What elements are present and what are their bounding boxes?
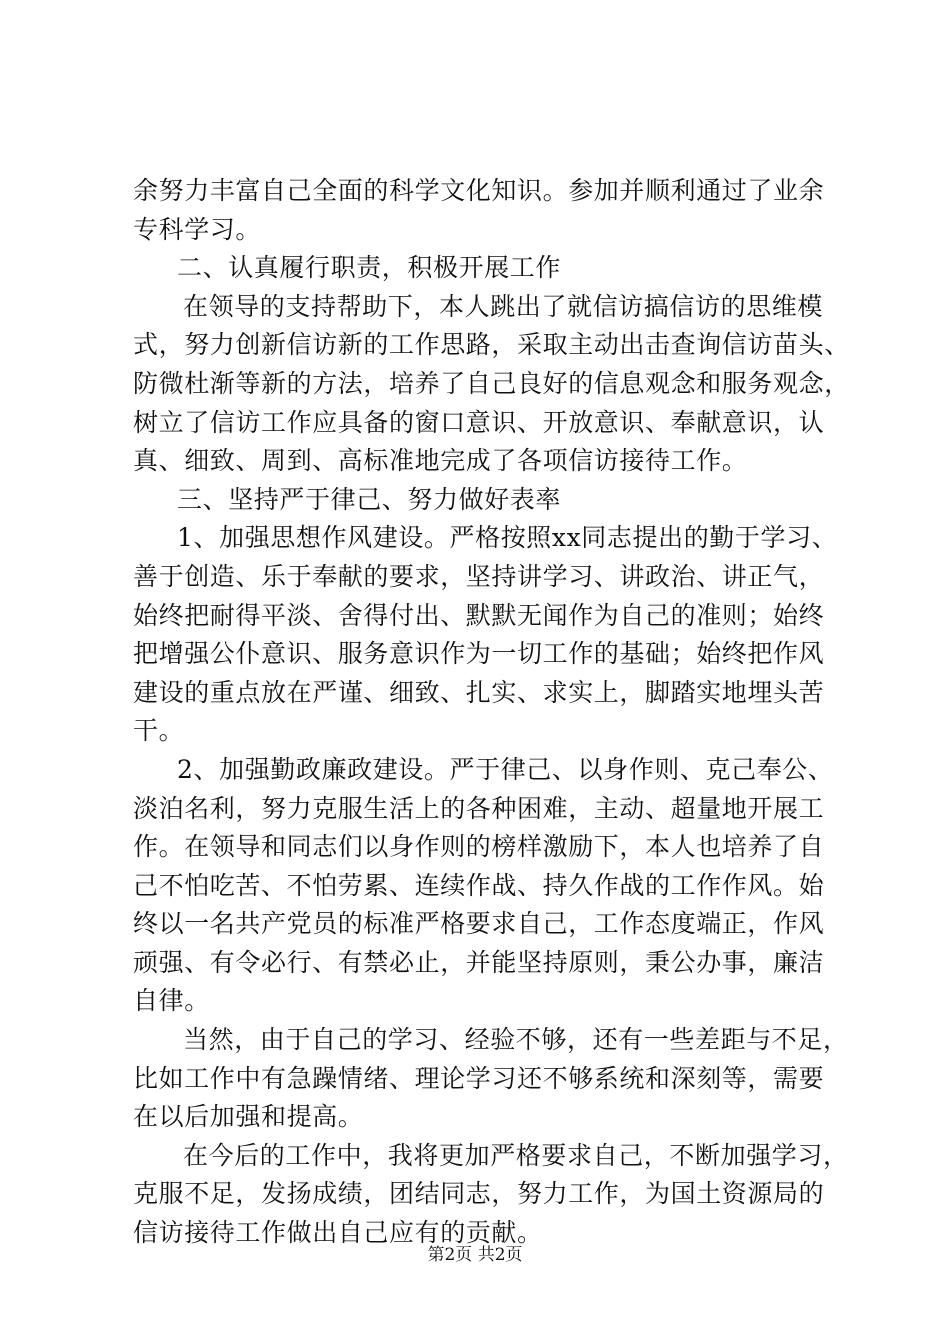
- body-line: 2、加强勤政廉政建设。严于律己、以身作则、克己奉公、: [177, 754, 834, 784]
- document-body: [133, 172, 850, 1253]
- body-line: 始终把耐得平淡、舍得付出、默默无闻作为自己的准则；始终: [133, 600, 825, 630]
- body-line: 专科学习。: [133, 214, 262, 244]
- page-footer: 第2页 共2页: [427, 1245, 523, 1265]
- body-line: 淡泊名利，努力克服生活上的各种困难，主动、超量地开展工: [133, 793, 825, 823]
- body-line: 干。: [133, 716, 185, 746]
- body-line: 在以后加强和提高。: [133, 1102, 364, 1132]
- body-line: 建设的重点放在严谨、细致、扎实、求实上，脚踏实地埋头苦: [133, 677, 825, 707]
- body-line: 终以一名共产党员的标准严格要求自己，工作态度端正，作风: [133, 909, 825, 939]
- section-heading: 二、认真履行职责，积极开展工作: [177, 253, 562, 283]
- body-line: 克服不足，发扬成绩，团结同志，努力工作，为国土资源局的: [133, 1179, 825, 1209]
- body-line: 自律。: [133, 986, 210, 1016]
- body-line: 在领导的支持帮助下，本人跳出了就信访搞信访的思维模: [183, 291, 824, 321]
- body-line: 余努力丰富自己全面的科学文化知识。参加并顺利通过了业余: [133, 176, 825, 205]
- body-line: 作。在领导和同志们以身作则的榜样激励下，本人也培养了自: [133, 832, 825, 862]
- body-line: 顽强、有令必行、有禁必止，并能坚持原则，秉公办事，廉洁: [133, 947, 825, 977]
- body-line: 善于创造、乐于奉献的要求，坚持讲学习、讲政治、讲正气，: [133, 561, 825, 591]
- body-line: 把增强公仆意识、服务意识作为一切工作的基础；始终把作风: [133, 639, 825, 669]
- body-line: 防微杜渐等新的方法，培养了自己良好的信息观念和服务观念，: [133, 368, 850, 398]
- body-line: 真、细致、周到、高标准地完成了各项信访接待工作。: [133, 446, 748, 476]
- body-line: 树立了信访工作应具备的窗口意识、开放意识、奉献意识，认: [133, 407, 825, 437]
- body-line: 1、加强思想作风建设。严格按照xx同志提出的勤于学习、: [177, 523, 838, 553]
- body-line: 当然，由于自己的学习、经验不够，还有一些差距与不足，: [183, 1025, 849, 1055]
- section-heading: 三、坚持严于律己、努力做好表率: [177, 484, 562, 514]
- body-line: 式，努力创新信访新的工作思路，采取主动出击查询信访苗头、: [133, 330, 850, 360]
- body-line: 信访接待工作做出自己应有的贡献。: [133, 1218, 543, 1248]
- body-line: 在今后的工作中，我将更加严格要求自己，不断加强学习，: [183, 1140, 849, 1170]
- body-line: 己不怕吃苦、不怕劳累、连续作战、持久作战的工作作风。始: [133, 870, 825, 900]
- body-line: 比如工作中有急躁情绪、理论学习还不够系统和深刻等，需要: [133, 1063, 825, 1093]
